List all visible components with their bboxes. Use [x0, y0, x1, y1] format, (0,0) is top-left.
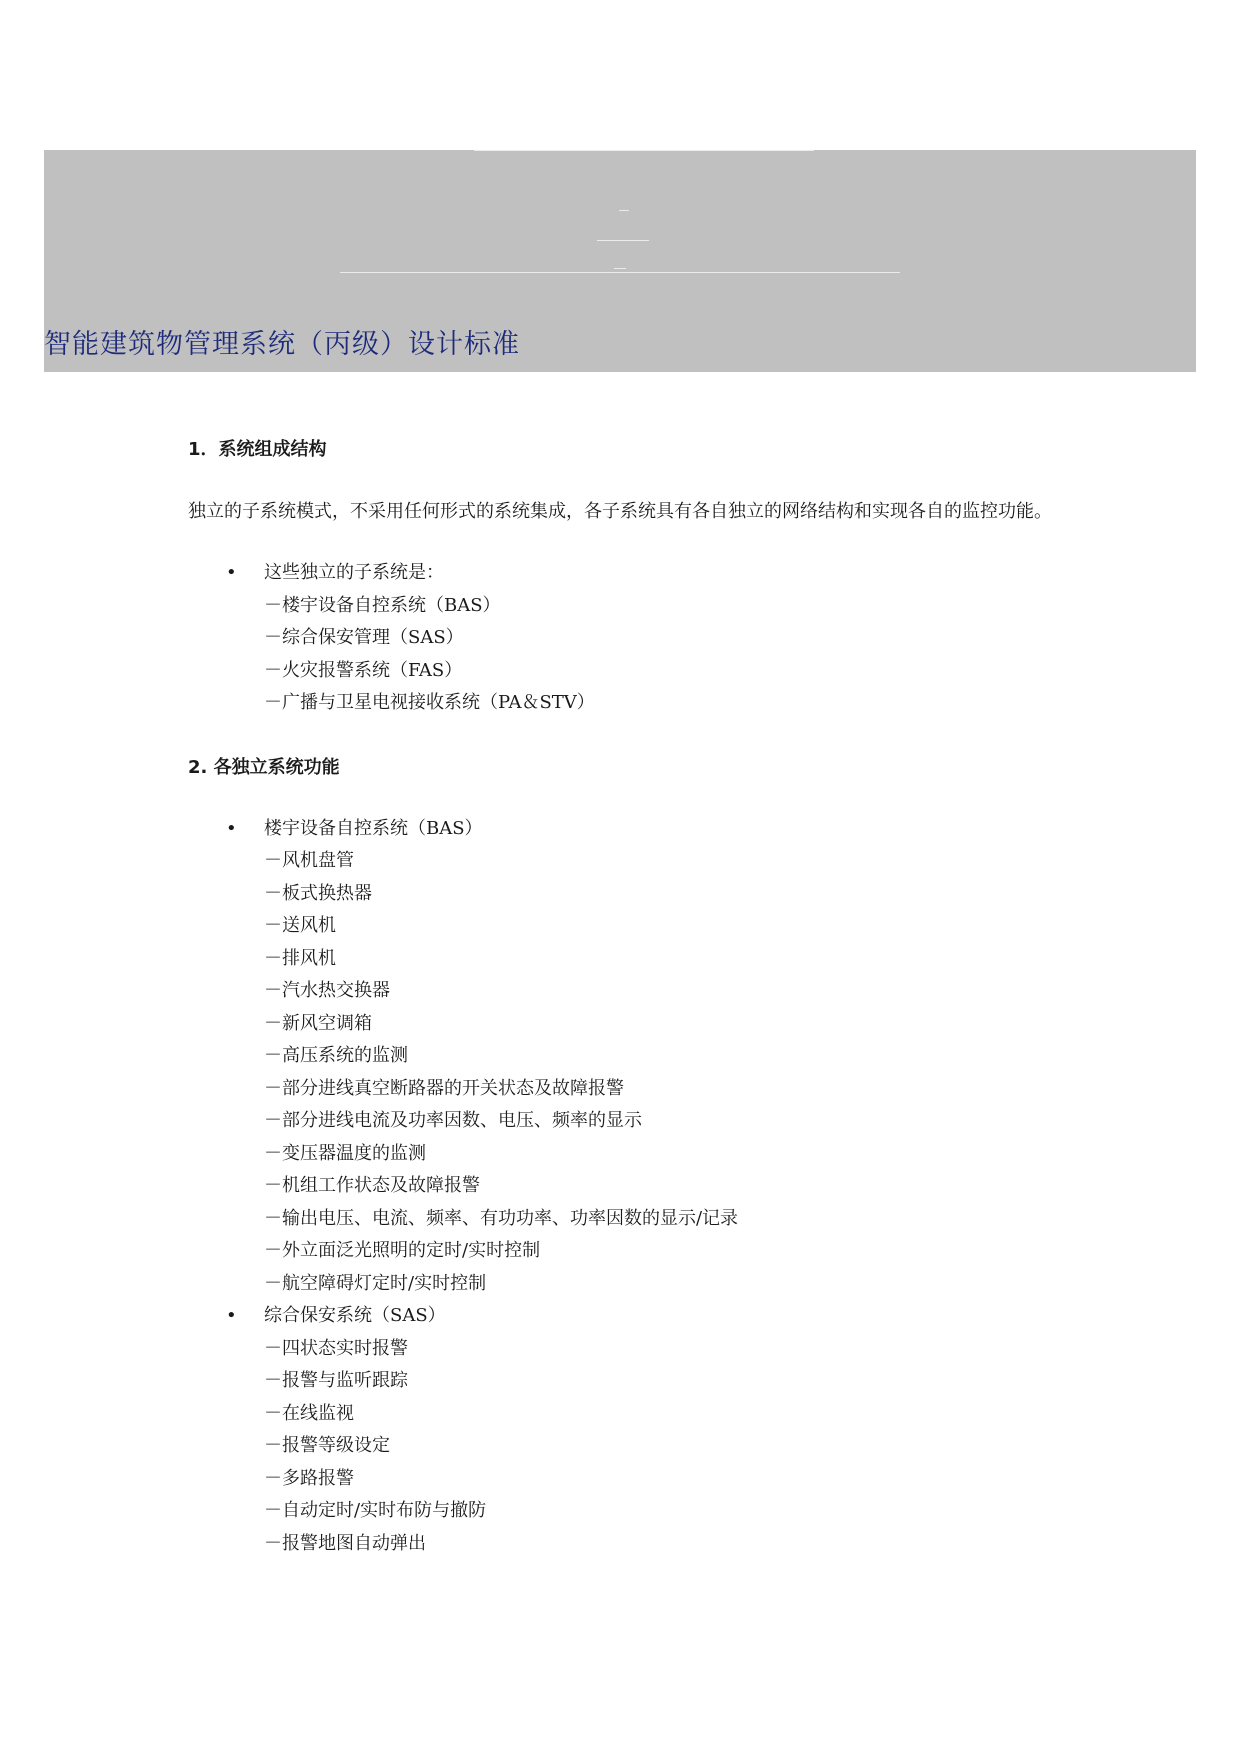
subsystem-list	[188, 557, 1058, 720]
list-item-line: －报警与监听跟踪	[264, 1370, 408, 1391]
function-list	[188, 813, 1058, 1561]
list-item-line: －送风机	[264, 915, 336, 936]
bullet-icon: •	[226, 1305, 237, 1326]
list-item-line: －综合保安管理（SAS）	[264, 627, 464, 648]
list-item-line: －外立面泛光照明的定时/实时控制	[264, 1240, 541, 1261]
list-item-line: －在线监视	[264, 1402, 354, 1424]
list-item-line: －排风机	[264, 947, 336, 969]
bullet-icon: •	[226, 817, 237, 839]
list-item-line: －四状态实时报警	[264, 1337, 408, 1359]
page-title: 智能建筑物管理系统（丙级）设计标准	[44, 329, 520, 360]
list-item	[188, 813, 1058, 1301]
banner-rule	[614, 268, 626, 269]
list-item-label: 综合保安系统（SAS）	[264, 1305, 446, 1326]
list-item-line: －新风空调箱	[264, 1012, 372, 1034]
list-item-line: －输出电压、电流、频率、有功功率、功率因数的显示/记录	[264, 1207, 739, 1229]
list-item-line: －火灾报警系统（FAS）	[264, 659, 463, 681]
list-item-line: －航空障碍灯定时/实时控制	[264, 1272, 487, 1294]
list-item-line: －高压系统的监测	[264, 1045, 408, 1066]
list-item-line: －汽水热交换器	[264, 980, 390, 1001]
list-item-label: 这些独立的子系统是：	[264, 562, 444, 583]
list-item-line: －变压器温度的监测	[264, 1142, 426, 1164]
list-item-line: －多路报警	[264, 1467, 354, 1489]
list-item	[188, 1300, 1058, 1560]
section-1-heading: 1．系统组成结构	[188, 439, 327, 460]
list-item-label: 楼宇设备自控系统（BAS）	[264, 817, 483, 839]
list-item-line: －楼宇设备自控系统（BAS）	[264, 594, 501, 616]
banner-rule	[597, 240, 649, 241]
banner-rule	[340, 272, 900, 273]
list-item-line: －机组工作状态及故障报警	[264, 1175, 480, 1196]
list-item-line: －报警地图自动弹出	[264, 1532, 426, 1554]
bullet-icon: •	[226, 562, 237, 583]
list-item-line: －报警等级设定	[264, 1435, 390, 1456]
list-item-line: －板式换热器	[264, 882, 372, 904]
banner-rule	[474, 150, 814, 151]
banner-rule	[619, 210, 629, 211]
document-body	[188, 436, 1058, 1560]
list-item-line: －部分进线真空断路器的开关状态及故障报警	[264, 1077, 624, 1099]
list-item-line: －风机盘管	[264, 850, 354, 871]
list-item-line: －部分进线电流及功率因数、电压、频率的显示	[264, 1110, 642, 1131]
section-2-heading: 2. 各独立系统功能	[188, 756, 340, 778]
list-item	[188, 557, 1058, 720]
list-item-line: －广播与卫星电视接收系统（PA＆STV）	[264, 692, 595, 713]
section-1-paragraph: 独立的子系统模式，不采用任何形式的系统集成，各子系统具有各自独立的网络结构和实现各自的监控功能。	[188, 501, 1052, 522]
list-item-line: －自动定时/实时布防与撤防	[264, 1500, 487, 1521]
